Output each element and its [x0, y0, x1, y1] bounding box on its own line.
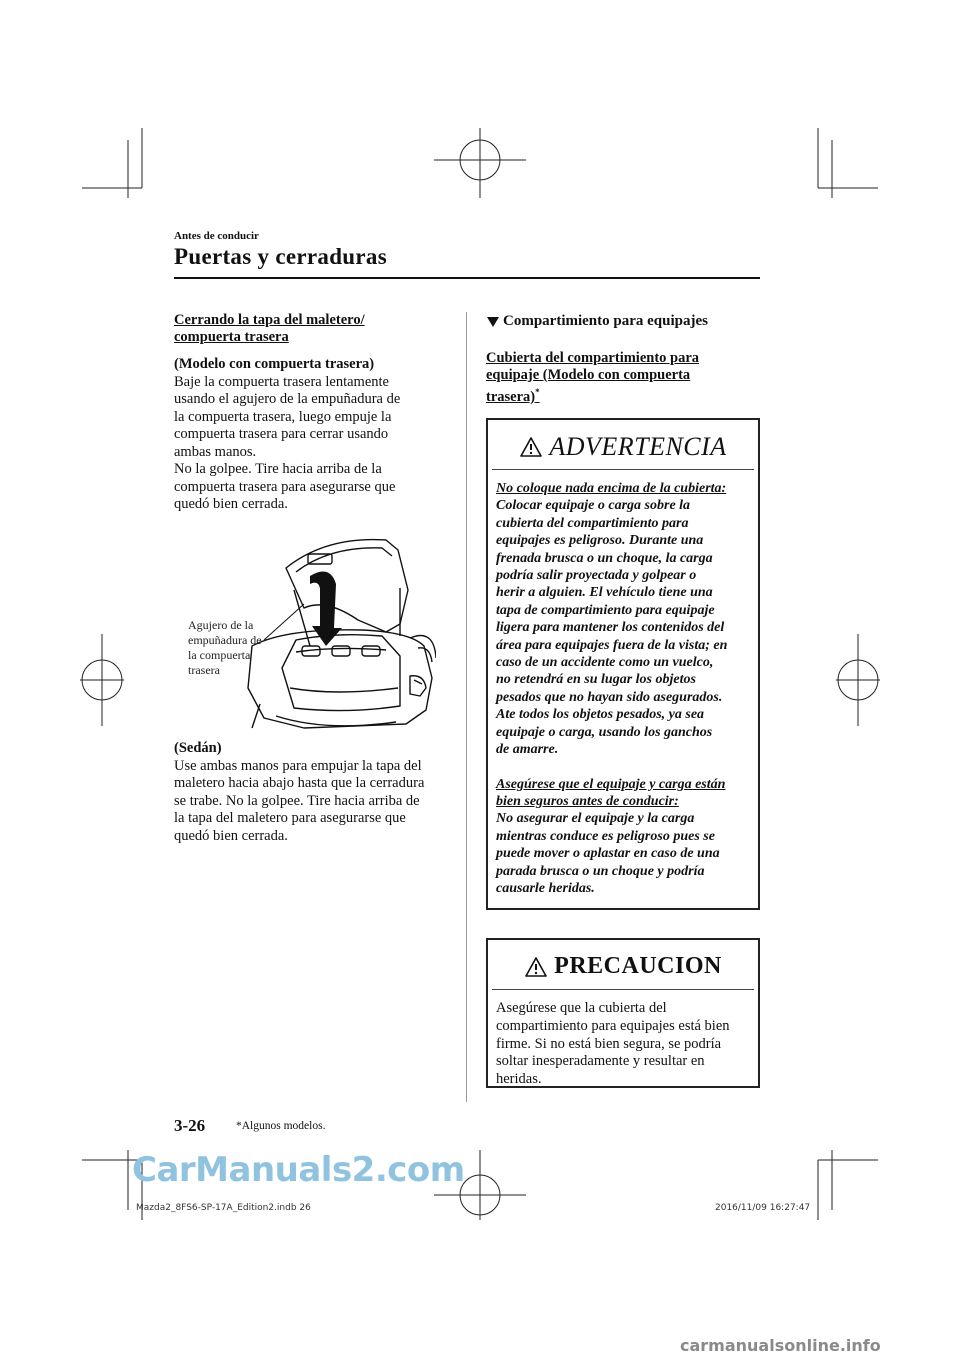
caution-body	[488, 990, 758, 1089]
caution-title: PRECAUCION	[554, 953, 722, 979]
warning-line: parada brusca o un choque y podría	[496, 863, 705, 879]
warning-triangle-icon	[524, 956, 548, 978]
column-divider	[466, 312, 467, 1102]
hatch-line: la compuerta trasera, luego empuje la	[174, 408, 392, 425]
watermark-text: CarManuals2.com	[132, 1150, 465, 1190]
warning-line: No asegurar el equipaje y la carga	[496, 811, 695, 827]
sedan-line: Use ambas manos para empujar la tapa del	[174, 757, 422, 774]
warning-heading: No coloque nada encima de la cubierta:	[496, 481, 727, 496]
cover-heading-line: trasera)*	[486, 387, 540, 405]
hatch-line: No la golpee. Tire hacia arriba de la	[174, 461, 382, 477]
figure-label	[188, 618, 262, 678]
left-heading-line1: Cerrando la tapa del maletero/	[174, 312, 365, 328]
warning-line: ligera para mantener los contenidos del	[496, 620, 725, 636]
bottom-watermark: carmanualsonline.info	[680, 1336, 881, 1355]
hatch-line: ambas manos.	[174, 443, 257, 460]
hatch-line: Baje la compuerta trasera lentamente	[174, 373, 389, 390]
sedan-instructions	[174, 740, 450, 845]
sedan-line: se trabe. No la golpee. Tire hacia arriba de	[174, 792, 420, 809]
figure-label-line: trasera	[188, 663, 220, 677]
warning-line: Ate todos los objetos pesados, ya sea	[496, 707, 705, 723]
cover-heading-line: equipaje (Modelo con compuerta	[486, 367, 691, 383]
model-hatch-label: (Modelo con compuerta trasera)	[174, 356, 375, 372]
luggage-subheading-text: Compartimiento para equipajes	[503, 313, 708, 329]
warning-line: de amarre.	[496, 742, 559, 758]
warning-line: cubierta del compartimiento para	[496, 515, 689, 531]
caution-line: Asegúrese que la cubierta del	[496, 1000, 667, 1016]
warning-line: causarle heridas.	[496, 880, 595, 896]
warning-heading: bien seguros antes de conducir:	[496, 793, 679, 809]
hatch-line: compuerta trasera para asegurarse que	[174, 478, 396, 495]
warning-line: equipaje o carga, usando los ganchos	[496, 724, 713, 740]
caution-line: firme. Si no está bien segura, se podría	[496, 1035, 722, 1052]
warning-line: pesados que no hayan sido asegurados.	[496, 689, 723, 705]
caution-box	[486, 938, 760, 1088]
model-sedan-label: (Sedán)	[174, 740, 222, 756]
warning-header	[492, 424, 754, 470]
triangle-down-icon	[487, 317, 499, 327]
file-info: Mazda2_8FS6-SP-17A_Edition2.indb 26	[136, 1203, 311, 1213]
warning-body	[488, 470, 758, 897]
warning-line: equipajes es peligroso. Durante una	[496, 533, 704, 549]
section-label: Antes de conducir	[174, 230, 259, 242]
warning-line: puede mover o aplastar en caso de una	[496, 846, 720, 862]
warning-line: caso de un accidente como un vuelco,	[496, 655, 714, 671]
title-rule	[174, 277, 760, 279]
caution-header	[492, 944, 754, 990]
footnote: *Algunos modelos.	[236, 1120, 326, 1132]
warning-line: herir a alguien. El vehículo tiene una	[496, 585, 713, 601]
warning-line: tapa de compartimiento para equipaje	[496, 602, 715, 618]
cover-heading	[486, 350, 760, 406]
caution-line: compartimiento para equipajes está bien	[496, 1017, 730, 1034]
page-title: Puertas y cerraduras	[174, 244, 387, 269]
caution-line: soltar inesperadamente y resultar en	[496, 1053, 705, 1070]
date-info: 2016/11/09 16:27:47	[715, 1203, 811, 1213]
watermark-logo	[132, 1150, 465, 1196]
warning-line: no retendrá en su lugar los objetos	[496, 672, 696, 688]
sedan-line: la tapa del maletero para asegurarse que	[174, 810, 406, 826]
luggage-subheading	[487, 313, 708, 330]
warning-line: Colocar equipaje o carga sobre la	[496, 498, 691, 514]
hatch-line: quedó bien cerrada.	[174, 496, 288, 512]
caution-line: heridas.	[496, 1071, 542, 1088]
figure-label-line: Agujero de la	[188, 618, 254, 632]
warning-heading: Asegúrese que el equipaje y carga están	[496, 776, 726, 792]
warning-line: podría salir proyectada y golpear o	[496, 568, 697, 584]
page-number: 3-26	[174, 1116, 206, 1135]
warning-line: área para equipajes fuera de la vista; en	[496, 637, 728, 653]
left-heading	[174, 312, 450, 346]
figure-label-line: empuñadura de	[188, 633, 262, 647]
warning-box	[486, 418, 760, 910]
cover-heading-line: Cubierta del compartimiento para	[486, 350, 700, 366]
sedan-line: maletero hacia abajo hasta que la cerradura	[174, 775, 425, 791]
asterisk-note: *	[535, 387, 540, 397]
hatch-line: compuerta trasera para cerrar usando	[174, 426, 389, 442]
figure-label-line: la compuerta	[188, 648, 251, 662]
warning-line: mientras conduce es peligroso pues se	[496, 828, 715, 844]
sedan-line: quedó bien cerrada.	[174, 827, 288, 844]
hatch-line: usando el agujero de la empuñadura de	[174, 391, 401, 407]
warning-line: frenada brusca o un choque, la carga	[496, 550, 713, 566]
warning-title: ADVERTENCIA	[549, 431, 727, 461]
hatch-instructions	[174, 356, 450, 514]
warning-triangle-icon	[519, 436, 543, 458]
left-heading-line2: compuerta trasera	[174, 329, 289, 345]
